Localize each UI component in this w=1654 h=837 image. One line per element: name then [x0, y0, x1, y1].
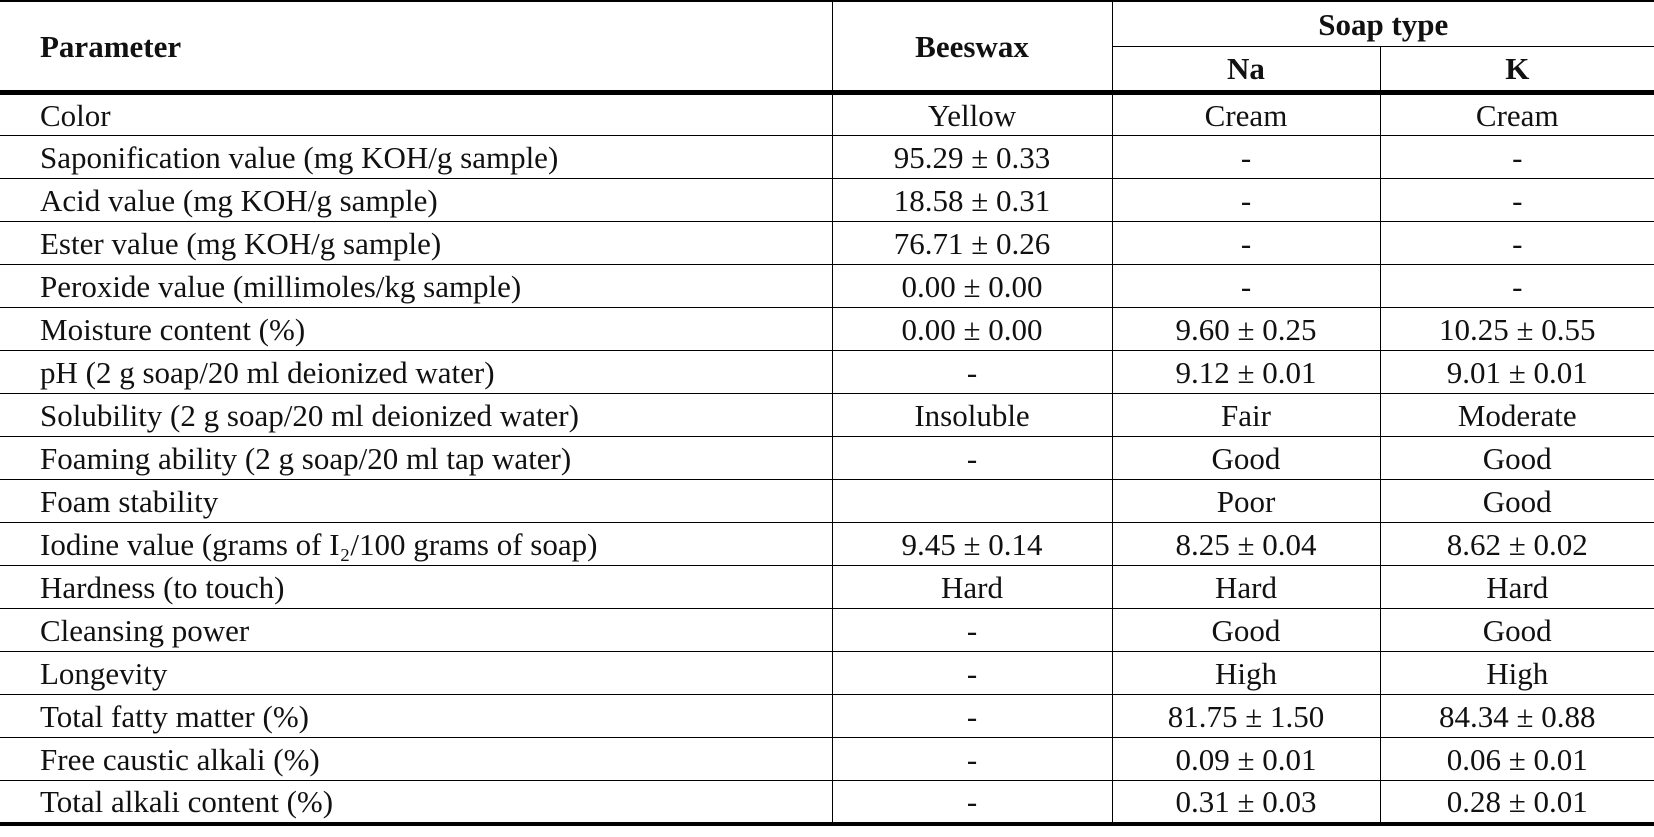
cell-na: Good: [1112, 437, 1380, 480]
table-row: [0, 695, 1654, 738]
cell-beeswax: 76.71 ± 0.26: [832, 222, 1112, 265]
cell-beeswax: Hard: [832, 566, 1112, 609]
cell-beeswax: 18.58 ± 0.31: [832, 179, 1112, 222]
cell-beeswax: 0.00 ± 0.00: [832, 308, 1112, 351]
cell-k: 0.06 ± 0.01: [1446, 741, 1588, 777]
table-row: [0, 609, 1654, 652]
table-row: [0, 308, 1654, 351]
cell-k: Hard: [1486, 569, 1549, 605]
cell-k: Good: [1482, 612, 1552, 648]
cell-parameter: Longevity: [0, 652, 832, 695]
cell-k: Moderate: [1457, 397, 1577, 433]
cell-beeswax: 0.00 ± 0.00: [832, 265, 1112, 308]
table-row: [0, 566, 1654, 609]
table-row: [0, 351, 1654, 394]
cell-parameter: Peroxide value (millimoles/kg sample): [0, 265, 832, 308]
header-beeswax: Beeswax: [832, 1, 1112, 93]
cell-beeswax: -: [832, 738, 1112, 781]
cell-k: 9.01 ± 0.01: [1446, 354, 1588, 390]
cell-na: Cream: [1112, 93, 1380, 136]
header-soap-type: Soap type: [1112, 1, 1654, 47]
table-body: [0, 93, 1654, 824]
cell-na: -: [1112, 179, 1380, 222]
cell-beeswax: Insoluble: [832, 394, 1112, 437]
cell-k: -: [1512, 268, 1523, 304]
header-k: K: [1505, 51, 1530, 86]
cell-na: 81.75 ± 1.50: [1112, 695, 1380, 738]
cell-parameter: Cleansing power: [0, 609, 832, 652]
cell-parameter: Free caustic alkali (%): [0, 738, 832, 781]
cell-beeswax: -: [832, 351, 1112, 394]
cell-beeswax: -: [832, 652, 1112, 695]
header-row-top: [0, 1, 1654, 47]
cell-parameter: Moisture content (%): [0, 308, 832, 351]
cell-parameter: Saponification value (mg KOH/g sample): [0, 136, 832, 179]
cell-k: Cream: [1475, 97, 1559, 133]
cell-na: High: [1112, 652, 1380, 695]
cell-na: 9.60 ± 0.25: [1112, 308, 1380, 351]
cell-na: Hard: [1112, 566, 1380, 609]
cell-na: -: [1112, 222, 1380, 265]
cell-beeswax: Yellow: [832, 93, 1112, 136]
cell-k: Good: [1482, 440, 1552, 476]
cell-k: -: [1512, 182, 1523, 218]
cell-beeswax: [832, 480, 1112, 523]
cell-beeswax: -: [832, 609, 1112, 652]
cell-beeswax: -: [832, 695, 1112, 738]
cell-na: Good: [1112, 609, 1380, 652]
cell-na: -: [1112, 265, 1380, 308]
cell-na: 0.31 ± 0.03: [1112, 781, 1380, 824]
cell-parameter: Iodine value (grams of I₂/100 grams of soap): [0, 523, 832, 566]
table-row: [0, 394, 1654, 437]
cell-parameter: Hardness (to touch): [0, 566, 832, 609]
cell-beeswax: 95.29 ± 0.33: [832, 136, 1112, 179]
cell-parameter: Color: [0, 93, 832, 136]
table-row: [0, 781, 1654, 824]
table-row: [0, 93, 1654, 136]
header-parameter: Parameter: [0, 1, 832, 93]
cell-parameter: Acid value (mg KOH/g sample): [0, 179, 832, 222]
cell-parameter: Total fatty matter (%): [0, 695, 832, 738]
cell-beeswax: -: [832, 437, 1112, 480]
cell-beeswax: 9.45 ± 0.14: [832, 523, 1112, 566]
table-row: [0, 480, 1654, 523]
table-row: [0, 652, 1654, 695]
cell-parameter: Foaming ability (2 g soap/20 ml tap water): [0, 437, 832, 480]
table-row: [0, 222, 1654, 265]
cell-k: 10.25 ± 0.55: [1438, 311, 1596, 347]
cell-beeswax: -: [832, 781, 1112, 824]
cell-k: 0.28 ± 0.01: [1446, 783, 1588, 819]
table-row: [0, 523, 1654, 566]
table-row: [0, 265, 1654, 308]
cell-parameter: Total alkali content (%): [0, 781, 832, 824]
table-header: [0, 1, 1654, 93]
table-row: [0, 437, 1654, 480]
cell-parameter: pH (2 g soap/20 ml deionized water): [0, 351, 832, 394]
cell-parameter: Ester value (mg KOH/g sample): [0, 222, 832, 265]
cell-k: Good: [1482, 483, 1552, 519]
cell-k: 84.34 ± 0.88: [1438, 698, 1596, 734]
table-row: [0, 738, 1654, 781]
cell-k: 8.62 ± 0.02: [1446, 526, 1588, 562]
cell-na: Fair: [1112, 394, 1380, 437]
cell-na: Poor: [1112, 480, 1380, 523]
cell-k: -: [1512, 139, 1523, 175]
cell-k: -: [1512, 225, 1523, 261]
header-na: Na: [1112, 47, 1380, 93]
cell-parameter: Foam stability: [0, 480, 832, 523]
table-row: [0, 136, 1654, 179]
cell-na: 8.25 ± 0.04: [1112, 523, 1380, 566]
cell-na: 9.12 ± 0.01: [1112, 351, 1380, 394]
cell-na: -: [1112, 136, 1380, 179]
cell-na: 0.09 ± 0.01: [1112, 738, 1380, 781]
cell-parameter: Solubility (2 g soap/20 ml deionized water): [0, 394, 832, 437]
cell-k: High: [1486, 655, 1549, 691]
table-row: [0, 179, 1654, 222]
